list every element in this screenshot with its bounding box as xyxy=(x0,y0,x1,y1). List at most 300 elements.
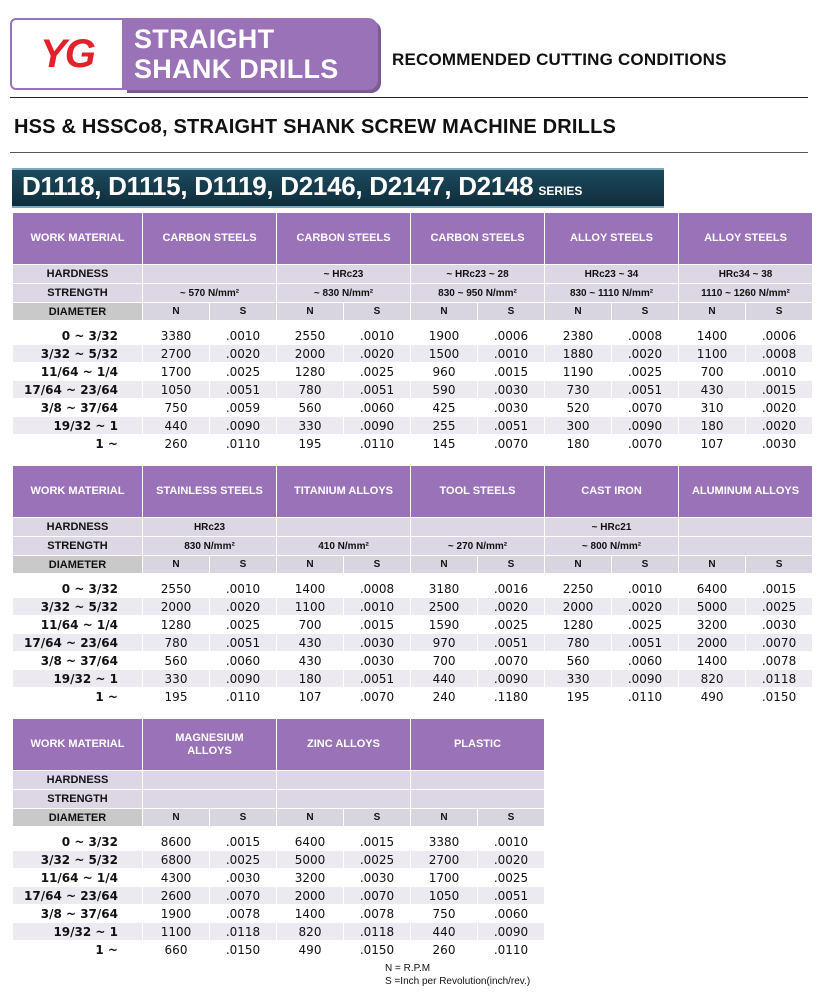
feed-value: .0020 xyxy=(478,851,545,869)
rpm-value: 330 xyxy=(143,670,210,688)
feed-value: .0060 xyxy=(478,905,545,923)
feed-value: .0030 xyxy=(344,869,411,887)
rpm-value: 2380 xyxy=(545,327,612,345)
product-title-box xyxy=(124,18,378,90)
rpm-value: 2500 xyxy=(411,598,478,616)
feed-value: .0051 xyxy=(478,634,545,652)
rpm-value: 5000 xyxy=(277,851,344,869)
rpm-value: 780 xyxy=(545,634,612,652)
table-row xyxy=(13,327,813,345)
feed-value: .0090 xyxy=(478,670,545,688)
feed-value: .0025 xyxy=(210,851,277,869)
rpm-value: 1700 xyxy=(411,869,478,887)
rpm-value: 195 xyxy=(277,435,344,453)
feed-value: .0090 xyxy=(478,923,545,941)
strength-row xyxy=(13,537,813,556)
feed-value: .0030 xyxy=(478,381,545,399)
table-row xyxy=(13,905,545,923)
s-column-header: S xyxy=(478,809,545,827)
table-row xyxy=(13,417,813,435)
diameter-range: 11/64 ~ 1/4 xyxy=(13,869,143,887)
hardness-value xyxy=(411,518,545,537)
rpm-value: 490 xyxy=(679,688,746,706)
feed-value: .0008 xyxy=(344,580,411,598)
strength-value: 1110 ~ 1260 N/mm² xyxy=(679,284,813,303)
strength-value xyxy=(679,537,813,556)
n-column-header: N xyxy=(411,809,478,827)
rpm-value: 700 xyxy=(411,652,478,670)
page-header xyxy=(10,18,378,90)
material-name: PLASTIC xyxy=(411,719,545,771)
rpm-value: 1280 xyxy=(545,616,612,634)
rpm-value: 3180 xyxy=(411,580,478,598)
rpm-value: 145 xyxy=(411,435,478,453)
s-column-header: S xyxy=(210,809,277,827)
n-column-header: N xyxy=(679,556,746,574)
feed-value: .0015 xyxy=(478,363,545,381)
feed-value: .0090 xyxy=(612,417,679,435)
rpm-value: 1400 xyxy=(679,327,746,345)
strength-value: 410 N/mm² xyxy=(277,537,411,556)
feed-value: .0015 xyxy=(210,833,277,851)
feed-value: .0118 xyxy=(210,923,277,941)
diameter-label: DIAMETER xyxy=(13,809,143,827)
hardness-value xyxy=(143,771,277,790)
rpm-value: 2700 xyxy=(143,345,210,363)
rpm-value: 1590 xyxy=(411,616,478,634)
feed-value: .0010 xyxy=(210,580,277,598)
feed-value: .0051 xyxy=(210,381,277,399)
hardness-row xyxy=(13,265,813,284)
rpm-value: 700 xyxy=(277,616,344,634)
strength-value xyxy=(411,790,545,809)
rpm-value: 6400 xyxy=(679,580,746,598)
rpm-value: 2700 xyxy=(411,851,478,869)
title-line-1: STRAIGHT xyxy=(134,24,275,54)
rpm-value: 750 xyxy=(411,905,478,923)
rpm-value: 820 xyxy=(277,923,344,941)
feed-value: .0110 xyxy=(210,688,277,706)
feed-value: .0051 xyxy=(612,381,679,399)
material-header-row xyxy=(13,719,545,771)
rpm-value: 2600 xyxy=(143,887,210,905)
rpm-value: 2250 xyxy=(545,580,612,598)
table-row xyxy=(13,363,813,381)
feed-value: .0118 xyxy=(746,670,813,688)
rpm-value: 730 xyxy=(545,381,612,399)
material-header-row xyxy=(13,466,813,518)
feed-value: .0025 xyxy=(344,363,411,381)
table-row xyxy=(13,851,545,869)
feed-value: .0010 xyxy=(478,345,545,363)
feed-value: .0016 xyxy=(478,580,545,598)
feed-value: .0150 xyxy=(210,941,277,959)
n-column-header: N xyxy=(679,303,746,321)
rpm-value: 330 xyxy=(545,670,612,688)
series-codes: D1118, D1115, D1119, D2146, D2147, D2148 xyxy=(22,171,534,201)
rpm-value: 300 xyxy=(545,417,612,435)
rpm-value: 1500 xyxy=(411,345,478,363)
feed-value: .0030 xyxy=(344,634,411,652)
feed-value: .0010 xyxy=(344,327,411,345)
diameter-range: 0 ~ 3/32 xyxy=(13,833,143,851)
diameter-range: 0 ~ 3/32 xyxy=(13,327,143,345)
strength-value: ~ 570 N/mm² xyxy=(143,284,277,303)
rpm-value: 2550 xyxy=(277,327,344,345)
rpm-value: 180 xyxy=(277,670,344,688)
material-name: CAST IRON xyxy=(545,466,679,518)
material-name: STAINLESS STEELS xyxy=(143,466,277,518)
rpm-value: 1700 xyxy=(143,363,210,381)
feed-value: .0008 xyxy=(746,345,813,363)
rpm-value: 425 xyxy=(411,399,478,417)
diameter-label: DIAMETER xyxy=(13,556,143,574)
rpm-value: 1900 xyxy=(411,327,478,345)
diameter-range: 17/64 ~ 23/64 xyxy=(13,381,143,399)
feed-value: .0006 xyxy=(478,327,545,345)
rpm-value: 970 xyxy=(411,634,478,652)
feed-value: .0090 xyxy=(612,670,679,688)
rpm-value: 1050 xyxy=(143,381,210,399)
rpm-value: 2000 xyxy=(277,345,344,363)
table-row xyxy=(13,652,813,670)
feed-value: .0020 xyxy=(612,598,679,616)
material-name: MAGNESIUM ALLOYS xyxy=(143,719,277,771)
rpm-value: 1100 xyxy=(277,598,344,616)
rpm-value: 520 xyxy=(545,399,612,417)
rpm-value: 6400 xyxy=(277,833,344,851)
rpm-value: 750 xyxy=(143,399,210,417)
n-column-header: N xyxy=(545,303,612,321)
hardness-value: ~ HRc23 xyxy=(277,265,411,284)
feed-value: .0078 xyxy=(344,905,411,923)
yg-logo xyxy=(10,18,124,90)
hardness-value xyxy=(277,771,411,790)
table-row xyxy=(13,923,545,941)
feed-value: .0015 xyxy=(746,580,813,598)
table-row xyxy=(13,345,813,363)
material-name: ALLOY STEELS xyxy=(545,213,679,265)
material-name: CARBON STEELS xyxy=(277,213,411,265)
strength-value: 830 ~ 1110 N/mm² xyxy=(545,284,679,303)
feed-value: .0020 xyxy=(210,345,277,363)
feed-value: .0070 xyxy=(478,652,545,670)
rpm-value: 310 xyxy=(679,399,746,417)
feed-value: .0010 xyxy=(612,580,679,598)
rpm-value: 490 xyxy=(277,941,344,959)
rpm-value: 1100 xyxy=(143,923,210,941)
rpm-value: 240 xyxy=(411,688,478,706)
feed-value: .0110 xyxy=(612,688,679,706)
feed-value: .0051 xyxy=(478,417,545,435)
feed-value: .0110 xyxy=(478,941,545,959)
hardness-value xyxy=(411,771,545,790)
feed-value: .0059 xyxy=(210,399,277,417)
table-row xyxy=(13,598,813,616)
diameter-header-row xyxy=(13,303,813,321)
diameter-range: 11/64 ~ 1/4 xyxy=(13,616,143,634)
page-subtitle: HSS & HSSCo8, STRAIGHT SHANK SCREW MACHINE DRILLS xyxy=(14,116,617,138)
diameter-range: 19/32 ~ 1 xyxy=(13,923,143,941)
rpm-value: 700 xyxy=(679,363,746,381)
rpm-value: 430 xyxy=(277,634,344,652)
table-row xyxy=(13,580,813,598)
feed-value: .0060 xyxy=(210,652,277,670)
rpm-value: 2000 xyxy=(277,887,344,905)
strength-row xyxy=(13,790,545,809)
feed-value: .0090 xyxy=(210,417,277,435)
feed-value: .0070 xyxy=(612,399,679,417)
feed-value: .0051 xyxy=(344,670,411,688)
s-column-header: S xyxy=(344,809,411,827)
feed-value: .0110 xyxy=(344,435,411,453)
strength-value xyxy=(277,790,411,809)
hardness-label: HARDNESS xyxy=(13,771,143,790)
hardness-value: HRc34 ~ 38 xyxy=(679,265,813,284)
rpm-value: 107 xyxy=(277,688,344,706)
table-row xyxy=(13,869,545,887)
divider xyxy=(10,97,808,98)
feed-value: .0030 xyxy=(478,399,545,417)
feed-value: .0051 xyxy=(210,634,277,652)
diameter-range: 0 ~ 3/32 xyxy=(13,580,143,598)
feed-value: .0030 xyxy=(746,435,813,453)
feed-value: .0020 xyxy=(612,345,679,363)
table-row xyxy=(13,634,813,652)
series-banner xyxy=(12,168,664,208)
feed-value: .0090 xyxy=(344,417,411,435)
s-column-header: S xyxy=(478,303,545,321)
conditions-table xyxy=(12,718,545,959)
work-material-label: WORK MATERIAL xyxy=(13,719,143,771)
diameter-range: 3/32 ~ 5/32 xyxy=(13,851,143,869)
s-column-header: S xyxy=(210,556,277,574)
strength-value: 830 N/mm² xyxy=(143,537,277,556)
rpm-value: 330 xyxy=(277,417,344,435)
feed-value: .0015 xyxy=(344,833,411,851)
strength-value: ~ 270 N/mm² xyxy=(411,537,545,556)
strength-value: ~ 830 N/mm² xyxy=(277,284,411,303)
feed-value: .0020 xyxy=(344,345,411,363)
rpm-value: 1100 xyxy=(679,345,746,363)
rpm-value: 2550 xyxy=(143,580,210,598)
feed-value: .0090 xyxy=(210,670,277,688)
table-row xyxy=(13,833,545,851)
material-header-row xyxy=(13,213,813,265)
rpm-value: 780 xyxy=(143,634,210,652)
feed-value: .0020 xyxy=(746,417,813,435)
feed-value: .0070 xyxy=(612,435,679,453)
n-column-header: N xyxy=(143,303,210,321)
feed-value: .0030 xyxy=(344,652,411,670)
hardness-value: HRc23 xyxy=(143,518,277,537)
table-row xyxy=(13,670,813,688)
table-row xyxy=(13,435,813,453)
rpm-value: 1280 xyxy=(143,616,210,634)
diameter-range: 17/64 ~ 23/64 xyxy=(13,634,143,652)
feed-value: .0025 xyxy=(478,869,545,887)
diameter-range: 11/64 ~ 1/4 xyxy=(13,363,143,381)
rpm-value: 560 xyxy=(143,652,210,670)
feed-value: .0150 xyxy=(746,688,813,706)
rpm-value: 260 xyxy=(143,435,210,453)
rpm-value: 1400 xyxy=(679,652,746,670)
feed-value: .0110 xyxy=(210,435,277,453)
rpm-value: 3380 xyxy=(143,327,210,345)
work-material-label: WORK MATERIAL xyxy=(13,213,143,265)
divider xyxy=(10,152,808,153)
rpm-value: 1880 xyxy=(545,345,612,363)
strength-label: STRENGTH xyxy=(13,790,143,809)
rpm-value: 3380 xyxy=(411,833,478,851)
diameter-header-row xyxy=(13,809,545,827)
feed-value: .0006 xyxy=(746,327,813,345)
feed-value: .0025 xyxy=(478,616,545,634)
rpm-value: 2000 xyxy=(545,598,612,616)
n-column-header: N xyxy=(277,556,344,574)
hardness-label: HARDNESS xyxy=(13,518,143,537)
rpm-value: 430 xyxy=(277,652,344,670)
hardness-value xyxy=(277,518,411,537)
diameter-range: 3/32 ~ 5/32 xyxy=(13,598,143,616)
s-column-header: S xyxy=(612,303,679,321)
diameter-range: 19/32 ~ 1 xyxy=(13,670,143,688)
rpm-value: 6800 xyxy=(143,851,210,869)
feed-value: .0118 xyxy=(344,923,411,941)
series-suffix: SERIES xyxy=(538,184,583,198)
s-column-header: S xyxy=(478,556,545,574)
feed-value: .0025 xyxy=(210,616,277,634)
feed-value: .0020 xyxy=(746,399,813,417)
rpm-value: 780 xyxy=(277,381,344,399)
feed-value: .0070 xyxy=(210,887,277,905)
feed-value: .0010 xyxy=(746,363,813,381)
table-row xyxy=(13,381,813,399)
feed-value: .0015 xyxy=(344,616,411,634)
material-name: ZINC ALLOYS xyxy=(277,719,411,771)
table-row xyxy=(13,688,813,706)
feed-value: .0010 xyxy=(478,833,545,851)
rpm-value: 3200 xyxy=(679,616,746,634)
hardness-row xyxy=(13,518,813,537)
n-column-header: N xyxy=(411,303,478,321)
feed-value: .0078 xyxy=(746,652,813,670)
n-column-header: N xyxy=(411,556,478,574)
rpm-value: 8600 xyxy=(143,833,210,851)
section-title: RECOMMENDED CUTTING CONDITIONS xyxy=(392,50,727,69)
rpm-value: 1280 xyxy=(277,363,344,381)
n-column-header: N xyxy=(143,809,210,827)
rpm-value: 820 xyxy=(679,670,746,688)
feed-value: .0051 xyxy=(478,887,545,905)
feed-value: .0010 xyxy=(344,598,411,616)
feed-value: .0070 xyxy=(344,688,411,706)
rpm-value: 660 xyxy=(143,941,210,959)
feed-value: .0060 xyxy=(612,652,679,670)
material-name: ALLOY STEELS xyxy=(679,213,813,265)
n-column-header: N xyxy=(277,809,344,827)
s-column-header: S xyxy=(344,303,411,321)
rpm-value: 1190 xyxy=(545,363,612,381)
feed-value: .0025 xyxy=(612,616,679,634)
rpm-value: 195 xyxy=(545,688,612,706)
material-name: ALUMINUM ALLOYS xyxy=(679,466,813,518)
feed-value: .0051 xyxy=(612,634,679,652)
diameter-range: 19/32 ~ 1 xyxy=(13,417,143,435)
s-column-header: S xyxy=(612,556,679,574)
material-name: TOOL STEELS xyxy=(411,466,545,518)
strength-label: STRENGTH xyxy=(13,284,143,303)
hardness-value: ~ HRc21 xyxy=(545,518,679,537)
rpm-value: 5000 xyxy=(679,598,746,616)
diameter-range: 1 ~ xyxy=(13,688,143,706)
hardness-value: HRc23 ~ 34 xyxy=(545,265,679,284)
feed-value: .0078 xyxy=(210,905,277,923)
feed-value: .0070 xyxy=(344,887,411,905)
feed-value: .0025 xyxy=(746,598,813,616)
feed-value: .0008 xyxy=(612,327,679,345)
rpm-value: 560 xyxy=(545,652,612,670)
strength-value: ~ 800 N/mm² xyxy=(545,537,679,556)
table-row xyxy=(13,887,545,905)
rpm-value: 440 xyxy=(143,417,210,435)
feed-value: .0010 xyxy=(210,327,277,345)
n-column-header: N xyxy=(545,556,612,574)
rpm-value: 107 xyxy=(679,435,746,453)
strength-label: STRENGTH xyxy=(13,537,143,556)
material-name: CARBON STEELS xyxy=(143,213,277,265)
hardness-value xyxy=(143,265,277,284)
rpm-value: 4300 xyxy=(143,869,210,887)
rpm-value: 2000 xyxy=(679,634,746,652)
rpm-value: 440 xyxy=(411,923,478,941)
hardness-label: HARDNESS xyxy=(13,265,143,284)
feed-value: .0030 xyxy=(210,869,277,887)
legend-notes xyxy=(385,962,530,988)
diameter-range: 1 ~ xyxy=(13,435,143,453)
material-name: CARBON STEELS xyxy=(411,213,545,265)
feed-value: .0025 xyxy=(612,363,679,381)
rpm-value: 1050 xyxy=(411,887,478,905)
diameter-range: 1 ~ xyxy=(13,941,143,959)
diameter-range: 3/8 ~ 37/64 xyxy=(13,905,143,923)
rpm-value: 440 xyxy=(411,670,478,688)
rpm-value: 180 xyxy=(679,417,746,435)
hardness-value xyxy=(679,518,813,537)
rpm-value: 260 xyxy=(411,941,478,959)
feed-value: .0030 xyxy=(746,616,813,634)
table-row xyxy=(13,941,545,959)
rpm-value: 1900 xyxy=(143,905,210,923)
feed-value: .1180 xyxy=(478,688,545,706)
material-name: TITANIUM ALLOYS xyxy=(277,466,411,518)
rpm-value: 2000 xyxy=(143,598,210,616)
rpm-value: 255 xyxy=(411,417,478,435)
conditions-table xyxy=(12,465,813,706)
feed-value: .0025 xyxy=(210,363,277,381)
strength-row xyxy=(13,284,813,303)
feed-value: .0020 xyxy=(478,598,545,616)
rpm-value: 590 xyxy=(411,381,478,399)
diameter-range: 3/8 ~ 37/64 xyxy=(13,399,143,417)
strength-value: 830 ~ 950 N/mm² xyxy=(411,284,545,303)
conditions-table xyxy=(12,212,813,453)
s-column-header: S xyxy=(746,556,813,574)
rpm-value: 195 xyxy=(143,688,210,706)
s-column-header: S xyxy=(746,303,813,321)
feed-value: .0150 xyxy=(344,941,411,959)
rpm-value: 430 xyxy=(679,381,746,399)
